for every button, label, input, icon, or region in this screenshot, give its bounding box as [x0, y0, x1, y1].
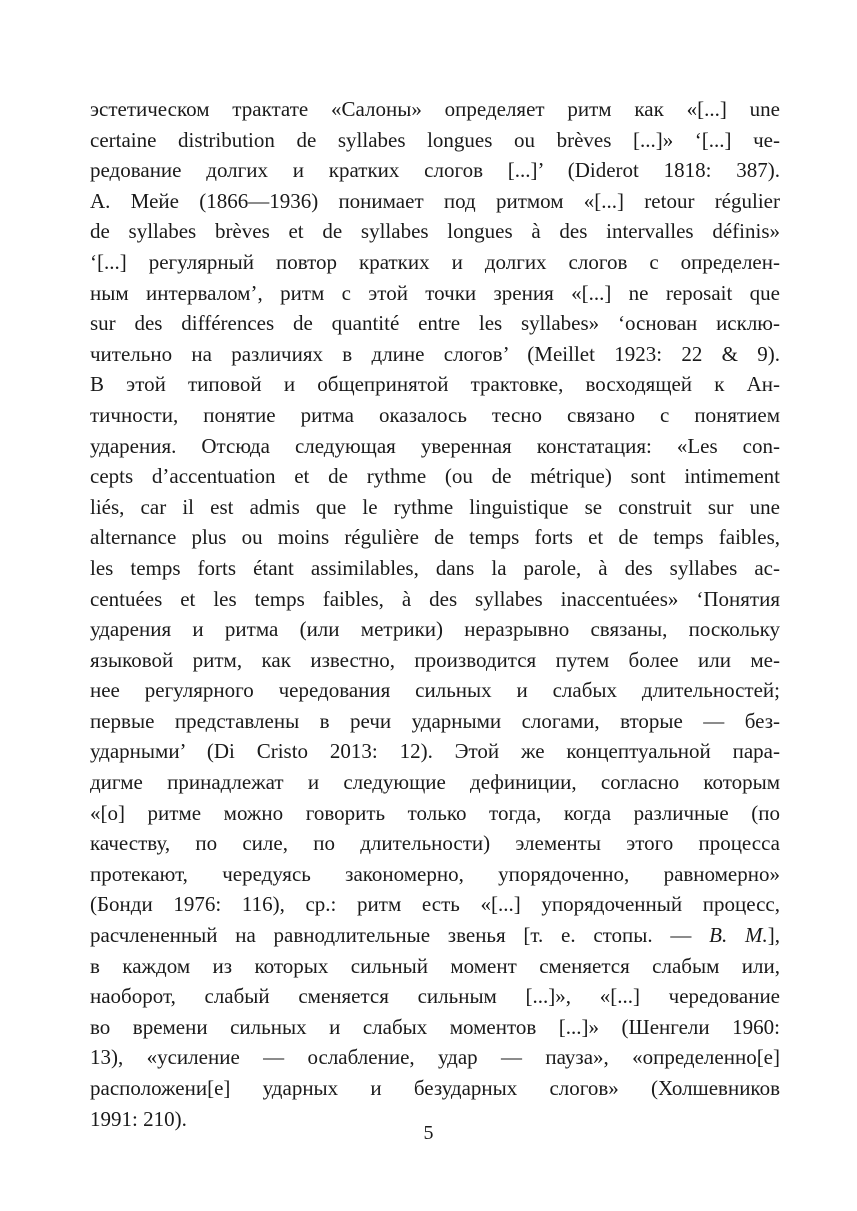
- text-line-25: качеству, по силе, по длительности) элементы этого процесса: [90, 831, 780, 856]
- text-line-34: 1991: 210).: [90, 1106, 187, 1131]
- author-initials: В. М.: [709, 923, 768, 948]
- text-line-19: языковой ритм, как известно, производится путем более или ме-: [90, 647, 780, 672]
- text-line-7: ным интервалом’, ритм с этой точки зрения «[...] ne reposait que: [90, 280, 780, 305]
- text-line-15: alternance plus ou moins régulière de temps forts et de temps faibles,: [90, 525, 780, 550]
- text-line-27: (Бонди 1976: 116), ср.: ритм есть «[...] упорядоченный процесс,: [90, 892, 780, 917]
- text-line-31: во времени сильных и слабых моментов [...]» (Шенгели 1960:: [90, 1014, 780, 1039]
- text-line-22: ударными’ (Di Cristo 2013: 12). Этой же концептуальной пара-: [90, 739, 780, 764]
- text-line-10: В этой типовой и общепринятой трактовке, восходящей к Ан-: [90, 372, 780, 397]
- text-line-11: тичности, понятие ритма оказалось тесно связано с понятием: [90, 402, 780, 427]
- line-28-after: ],: [767, 923, 780, 948]
- page-number: 5: [423, 1122, 434, 1144]
- text-line-21: первые представлены в речи ударными слогами, вторые — без-: [90, 708, 780, 733]
- line-28-before: расчлененный на равнодлительные звенья [т. е. стопы. —: [90, 923, 710, 948]
- text-line-17: centuées et les temps faibles, à des syllabes inaccentuées» ‘Понятия: [90, 586, 780, 611]
- text-line-13: cepts d’accentuation et de rythme (ou de métrique) sont intimement: [90, 464, 780, 489]
- text-line-1: эстетическом трактате «Салоны» определяет ритм как «[...] une: [90, 97, 780, 121]
- text-line-6: ‘[...] регулярный повтор кратких и долгих слогов с определен-: [90, 249, 780, 274]
- text-line-16: les temps forts étant assimilables, dans la parole, à des syllabes ac-: [90, 555, 780, 580]
- text-line-3: редование долгих и кратких слогов [...]’ (Diderot 1818: 387).: [90, 158, 780, 183]
- text-line-5: de syllabes brèves et de syllabes longues à des intervalles définis»: [90, 219, 780, 244]
- text-line-28: [90, 920, 780, 951]
- text-line-29: в каждом из которых сильный момент сменяется слабым или,: [90, 953, 780, 978]
- text-line-14: liés, car il est admis que le rythme linguistique se construit sur une: [90, 494, 780, 519]
- text-line-33: расположени[е] ударных и безударных слогов» (Холшевников: [90, 1076, 780, 1100]
- text-line-23: дигме принадлежат и следующие дефиниции, согласно которым: [90, 770, 780, 795]
- text-line-12: ударения. Отсюда следующая уверенная констатация: «Les con-: [90, 433, 780, 458]
- text-line-8: sur des différences de quantité entre les syllabes» ‘основан исклю-: [90, 311, 780, 336]
- text-line-2: certaine distribution de syllabes longues ou brèves [...]» ‘[...] че-: [90, 127, 780, 152]
- text-line-18: ударения и ритма (или метрики) неразрывно связаны, поскольку: [90, 617, 780, 642]
- text-line-9: чительно на различиях в длине слогов’ (Meillet 1923: 22 & 9).: [90, 341, 780, 366]
- text-line-24: «[о] ритме можно говорить только тогда, когда различные (по: [90, 800, 780, 825]
- text-line-26: протекают, чередуясь закономерно, упорядоченно, равномерно»: [90, 861, 780, 886]
- body-text: [90, 94, 780, 1134]
- text-line-4: А. Мейе (1866—1936) понимает под ритмом «[...] retour régulier: [90, 188, 780, 213]
- text-line-32: 13), «усиление — ослабление, удар — пауза», «определенно[е]: [90, 1045, 780, 1070]
- text-line-20: нее регулярного чередования сильных и слабых длительностей;: [90, 678, 780, 703]
- text-line-30: наоборот, слабый сменяется сильным [...]», «[...] чередование: [90, 984, 780, 1009]
